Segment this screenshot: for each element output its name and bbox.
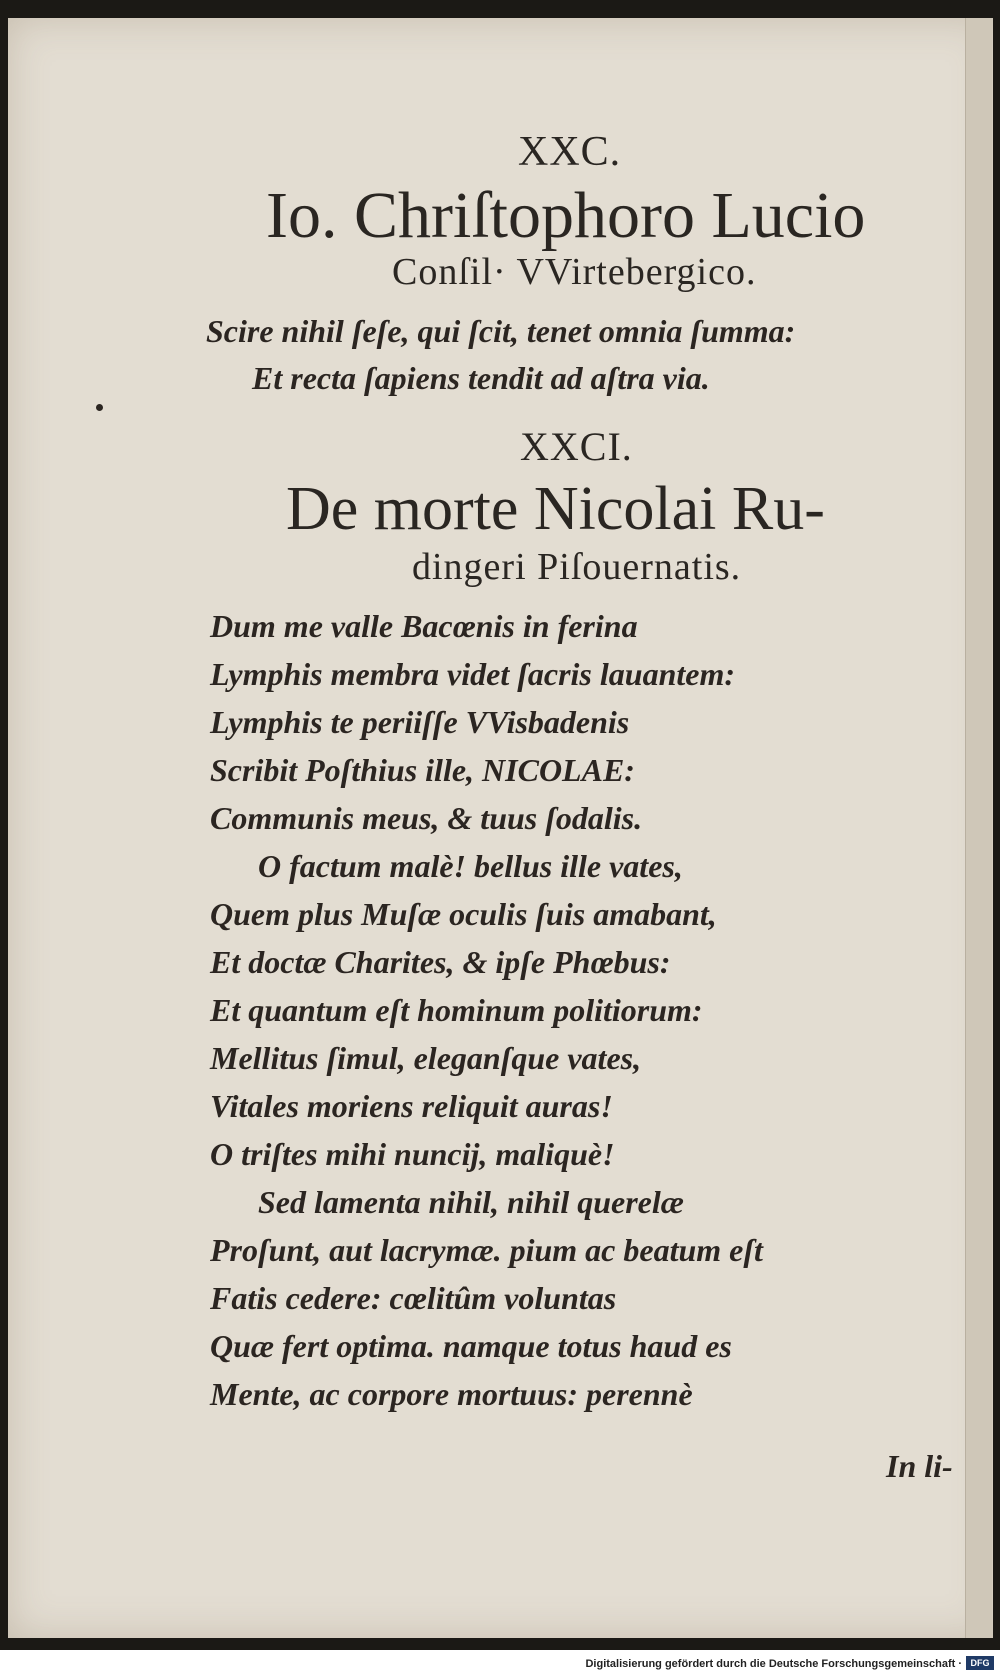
poem-line: Dum me valle Bacœnis in ferina [210, 608, 638, 644]
poem-line: Lymphis membra videt ſacris lauantem: [210, 656, 735, 692]
poem-line: O triſtes mihi nuncij, maliquè! [210, 1136, 615, 1172]
poem-line: Communis meus, & tuus ſodalis. [210, 800, 643, 836]
facing-page-edge [965, 18, 992, 1638]
dedication-1-line-1: Io. Chriſtophoro Lucio [266, 179, 866, 252]
poem-line: Sed lamenta nihil, nihil querelæ [258, 1184, 684, 1220]
poem-line: Et quantum eſt hominum politiorum: [210, 992, 703, 1028]
poem-line: Scribit Poſthius ille, NICOLAE: [210, 752, 635, 788]
poem-line: Lymphis te periiſſe VVisbadenis [210, 704, 630, 740]
epigram-1-line-1: Scire nihil ſeſe, qui ſcit, tenet omnia ſumma: [206, 313, 796, 349]
book-page [8, 18, 993, 1638]
title-2-line-2: dingeri Piſouernatis. [412, 546, 742, 588]
poem-line: Mellitus ſimul, eleganſque vates, [210, 1040, 642, 1076]
dedication-1-line-2: Conſil· VVirtebergico. [392, 251, 757, 293]
poem-line: Mente, ac corpore mortuus: perennè [210, 1376, 693, 1412]
poem-line: Proſunt, aut lacrymæ. pium ac beatum eſt [210, 1232, 763, 1268]
digitization-footer [0, 1650, 1000, 1680]
footer-credit: Digitalisierung gefördert durch die Deutsche Forschungsgemeinschaft · [585, 1658, 962, 1670]
heading-number-2: XXCI. [520, 424, 633, 469]
ink-spot [96, 404, 103, 411]
heading-number-1: XXC. [518, 129, 622, 175]
poem-line: Fatis cedere: cœlitûm voluntas [210, 1280, 617, 1316]
poem-line: Quæ fert optima. namque totus haud es [210, 1328, 732, 1364]
poem-line: Et doctæ Charites, & ipſe Phœbus: [210, 944, 671, 980]
catchword: In li- [886, 1448, 953, 1484]
poem-line: Vitales moriens reliquit auras! [210, 1088, 613, 1124]
poem-line: O factum malè! bellus ille vates, [258, 848, 683, 884]
dfg-logo-icon: DFG [966, 1656, 994, 1670]
title-2-line-1: De morte Nicolai Ru- [286, 475, 825, 543]
epigram-1-line-2: Et recta ſapiens tendit ad aſtra via. [252, 360, 710, 396]
poem-line: Quem plus Muſæ oculis ſuis amabant, [210, 896, 717, 932]
